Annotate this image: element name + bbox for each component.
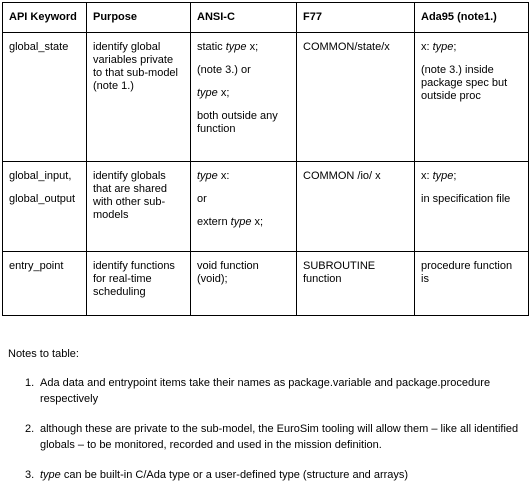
ansi-c-line: static type x; (197, 41, 259, 53)
ansi-c-line: both outside any function (197, 110, 278, 135)
ansi-c-line: type x; (197, 87, 230, 99)
purpose-cell: identify globals that are shared with other sub-models (87, 162, 191, 252)
header-f77: F77 (297, 3, 415, 33)
f77-cell: COMMON/state/x (297, 33, 415, 162)
notes-section (8, 346, 524, 481)
ansi-c-line: type x: (197, 170, 230, 182)
keyword-cell (3, 162, 87, 252)
ansi-c-cell (191, 33, 297, 162)
ansi-c-cell (191, 162, 297, 252)
ada95-cell (415, 33, 529, 162)
note-text: type can be built-in C/Ada type or a user-defined type (structure and arrays) (40, 469, 409, 481)
note-number: 3. (25, 469, 35, 481)
ada95-line: x: type; (421, 41, 457, 53)
table-row (3, 162, 529, 252)
f77-cell: COMMON /io/ x (297, 162, 415, 252)
ada95-cell (415, 162, 529, 252)
keyword-line: global_output (9, 193, 76, 205)
ansi-c-line: extern type x; (197, 216, 264, 228)
header-ansi-c: ANSI-C (191, 3, 297, 33)
f77-cell: SUBROUTINE function (297, 252, 415, 316)
purpose-cell: identify global variables private to that sub-model (note 1.) (87, 33, 191, 162)
purpose-cell: identify functions for real-time scheduling (87, 252, 191, 316)
note-text: although these are private to the sub-model, the EuroSim tooling will allow them – like all identified globals – to be monitored, recorded and used in the mission definition. (40, 423, 519, 451)
keyword-line: global_input, (9, 170, 72, 182)
table-row (3, 33, 529, 162)
header-api-keyword: API Keyword (3, 3, 87, 33)
notes-title: Notes to table: (8, 348, 79, 360)
ansi-c-cell: void function (void); (191, 252, 297, 316)
table-row (3, 252, 529, 316)
note-number: 2. (25, 423, 35, 435)
keyword-cell: global_state (3, 33, 87, 162)
ada95-line: in specification file (421, 193, 511, 205)
api-keyword-table (2, 2, 529, 316)
note-number: 1. (25, 377, 35, 389)
note-text: Ada data and entrypoint items take their names as package.variable and package.procedure respectively (40, 377, 491, 405)
header-ada95: Ada95 (note1.) (415, 3, 529, 33)
ada95-line: (note 3.) inside package spec but outside proc (421, 64, 508, 102)
header-purpose: Purpose (87, 3, 191, 33)
ada95-cell: procedure function is (415, 252, 529, 316)
table-header-row (3, 3, 529, 33)
ada95-line: x: type; (421, 170, 457, 182)
ansi-c-line: or (197, 193, 207, 205)
keyword-cell: entry_point (3, 252, 87, 316)
ansi-c-line: (note 3.) or (197, 64, 251, 76)
